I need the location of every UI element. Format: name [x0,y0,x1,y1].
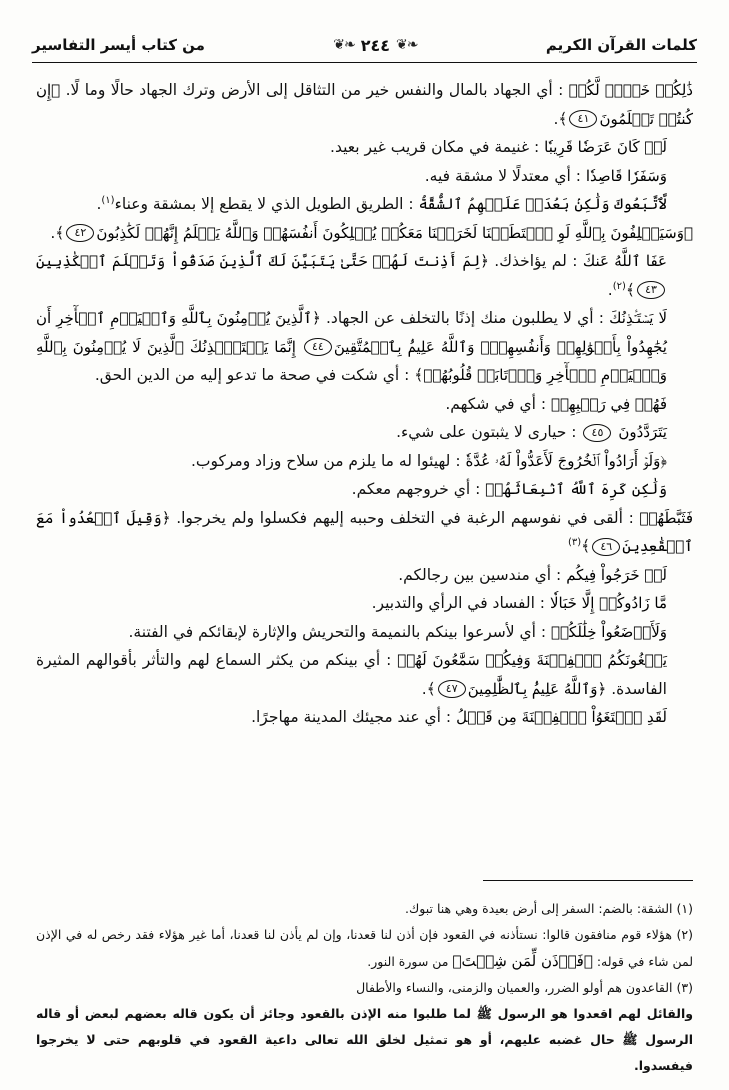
quran-term: فَثَبَّطَهُمۡ [639,508,693,527]
footnote-ref: (١) [101,194,115,206]
ayah-number: ٤٣ [637,281,665,299]
ornament-left-icon: ❧❦ [333,37,355,53]
footnote-2 [36,922,693,975]
footnote-1 [36,896,693,922]
verse-end: ﴾. [50,223,65,242]
ayah-number: ٤٢ [66,224,94,242]
quran-term: لَّٱتَّبَعُوكَ وَلَٰكِنۢ بَعُدَتۡ عَلَيۡهِمُ ٱلشُّقَّةُ [418,195,667,213]
explanation: : لهيئوا له ما يلزم من سلاح وزاد ومركوب. [190,451,466,470]
quran-term: لَوۡ كَانَ عَرَضٗا قَرِيبٗا [544,138,667,156]
footnote-number: (٣) [676,980,693,995]
quran-term: يَبۡغُونَكُمُ ٱلۡفِتۡنَةَ وَفِيكُمۡ سَمَّٰعُونَ لَهُمۡ [397,651,667,669]
quran-verse: ﴿ٱلَّذِينَ يُؤۡمِنُونَ بِٱللَّهِ وَٱلۡيَوۡمِ ٱلۡأٓخِرِ أَن يُجَٰهِدُواْ بِأَمۡوَٰلِهِمۡ وَأَنفُسِهِمۡۗ وَٱللَّهُ عَلِيمُۢ بِٱلۡمُتَّقِينَ [36,309,667,356]
ayah-number: ٤١ [569,110,597,128]
entry-line [36,219,693,248]
quran-verse: ﴿وَسَيَحۡلِفُونَ بِٱللَّهِ لَوِ ٱسۡتَطَعۡنَا لَخَرَجۡنَا مَعَكُمۡ يُهۡلِكُونَ أَنفُسَهُمۡ وَٱللَّهُ يَعۡلَمُ إِنَّهُمۡ لَكَٰذِبُونَ [96,223,693,242]
quran-verse: ﴿فَأۡذَن لِّمَن شِئۡتَ﴾ [452,952,593,970]
explanation: : أي مندسين بين رجالكم. [398,565,567,584]
explanation: : أي عند مجيئك المدينة مهاجرًا. [251,708,457,726]
quran-term: وَلَٰكِن كَرِهَ ٱللَّهُ ٱنۢبِعَاثَهُمۡ [485,480,667,498]
ayah-number: ٤٦ [592,538,620,556]
quran-term: وَلَأَوۡضَعُواْ خِلَٰلَكُمۡ [551,622,667,641]
ayah-number: ٤٧ [438,680,466,698]
quran-term: وَسَفَرٗا قَاصِدٗا [585,166,667,185]
verse-end: ﴾ [581,537,591,555]
page-number: ٢٤٤ [360,35,391,55]
entry-line [36,162,693,191]
footnote-ref: (٣) [567,536,582,548]
quran-verse: إِنَّمَا يَسۡتَـٔۡذِنُكَ ٱلَّذِينَ لَا يُؤۡمِنُونَ بِٱللَّهِ وَٱلۡيَوۡمِ ٱلۡأٓخِرِ وَٱرۡتَابَتۡ قُلُوبُهُمۡ [36,337,667,384]
footnotes [36,896,693,1079]
explanation: : أي شكت في صحة ما تدعو إليه من الدين الحق. [94,366,415,384]
verse-end: ﴾. [553,109,568,128]
explanation: : أي خروجهم معكم. [351,480,486,498]
explanation: : أي لأسرعوا بينكم بالنميمة والتحريش والإثارة لإبقائكم في الفتنة. [128,622,552,641]
quran-verse: ﴿إِن كُنتُمۡ تَعۡلَمُونَ [36,81,693,128]
entry-line [36,703,693,732]
page-number-block [333,36,417,55]
footnote-text: هؤلاء قوم منافقون قالوا: نستأذنه في القعود فإن أذن لنا قعدنا، وإن لم يأذن لنا قعدنا، أما غير هؤلاء فقد رخص له في الإذن لمن شاء في قوله: [36,927,693,969]
explanation: : الفساد في الرأي والتدبير. [371,594,550,612]
verse-end: ﴾ [625,280,635,299]
quran-term: ذَٰلِكُمۡ خَيۡرٞ لَّكُمۡ [568,81,693,99]
explanation: : أي بينكم من يكثر السماع لهم والتأثر بأقوالهم المثيرة الفاسدة. [36,651,667,698]
page-header [32,28,697,62]
entry-line [36,561,693,590]
entry-line [36,190,693,219]
explanation: : الطريق الطويل الذي لا يقطع إلا بمشقة وعناء [114,195,419,213]
quran-term: مَّا زَادُوكُمۡ إِلَّا خَبَالٗا [549,594,667,612]
footnote-text: والقائل لهم اقعدوا هو الرسول ﷺ لما طلبوا منه الإذن بالقعود وجائز أن يكون قاله بعضهم لبعض أو قاله الرسول ﷺ حال غضبه عليهم، أو هو تمثيل لخلق الله تعالى داعية القعود في قلوبهم حتى لا يخرجوا فيفسدوا. [36,1006,693,1073]
explanation: : أي معتدلًا لا مشقة فيه. [424,166,586,185]
footnote-number: (١) [676,901,693,916]
ayah-number: ٤٤ [304,338,332,356]
line-end: . [607,280,613,299]
explanation: : حيارى لا يثبتون على شيء. [396,423,582,441]
explanation: : أي في شكهم. [445,394,551,413]
footnote-ref: (٢) [612,280,626,292]
main-text [36,76,693,732]
quran-verse: ﴿وَقِيلَ ٱقۡعُدُواْ مَعَ ٱلۡقَٰعِدِينَ [36,508,693,555]
entry-line [36,247,693,304]
quran-verse: ﴿وَٱللَّهُ عَلِيمُۢ بِٱلظَّٰلِمِينَ [467,679,607,698]
footnote-3-continued [36,1001,693,1079]
line-end: . [96,195,102,213]
explanation: : غنيمة في مكان قريب غير بعيد. [330,138,545,156]
quran-term: لَقَدِ ٱبۡتَغَوُاْ ٱلۡفِتۡنَةَ مِن قَبۡلُ [456,708,667,726]
ornament-right-icon: ❧❦ [396,37,418,53]
quran-verse: ﴿لِمَ أَذِنتَ لَهُمۡ حَتَّىٰ يَتَبَيَّنَ لَكَ ٱلَّذِينَ صَدَقُواْ وَتَعۡلَمَ ٱلۡكَٰذِبِينَ [36,252,489,270]
quran-term: ﴿وَلَوۡ أَرَادُواْ ٱلۡخُرُوجَ لَأَعَدُّواْ لَهُۥ عُدَّةٗ [465,451,667,470]
footnote-text: الشقة: بالضم: السفر إلى أرض بعيدة وهي هنا تبوك. [405,901,673,916]
entry-line [36,475,693,504]
entry-line [36,618,693,647]
quran-term: لَوۡ خَرَجُواْ فِيكُم [566,565,667,584]
entry-line [36,304,693,390]
explanation: : ألقى في نفوسهم الرغبة في التخلف وحببه إليهم فكسلوا ولم يخرجوا. [170,508,640,527]
footnote-3 [36,975,693,1001]
source-title: من كتاب أيسر التفاسير [32,36,205,54]
explanation: : لم يؤاخذك. [488,252,583,270]
verse-end: ﴾. [421,679,436,698]
footnote-text: القاعدون هم أولو الضرر، والعميان والزمنى، والنساء والأطفال [356,980,673,995]
footnote-rule [483,880,693,881]
book-title: كلمات القرآن الكريم [545,36,697,54]
quran-term: فَهُمۡ فِي رَيۡبِهِمۡ [551,394,667,413]
explanation: : أي الجهاد بالمال والنفس خير من التثاقل إلى الأرض وترك الجهاد حالًا وما لًا. [60,81,569,99]
quran-term: يَتَرَدَّدُونَ [618,423,667,441]
entry-line [36,133,693,162]
entry-line [36,390,693,419]
entry-line [36,76,693,133]
ayah-number: ٤٥ [583,424,611,442]
quran-term: عَفَا ٱللَّهُ عَنكَ [582,252,667,270]
footnote-number: (٢) [676,927,693,942]
entry-line [36,418,693,447]
entry-line [36,589,693,618]
explanation: : أي لا يطلبون منك إذنًا بالتخلف عن الجهاد. [320,309,610,327]
entry-line [36,646,693,703]
header-rule [32,62,697,63]
verse-end: ﴾ [414,366,424,384]
quran-term: لَا يَسۡتَـٔۡذِنُكَ [609,309,667,327]
footnote-text: من سورة النور. [367,954,453,969]
entry-line [36,447,693,476]
entry-line [36,504,693,561]
